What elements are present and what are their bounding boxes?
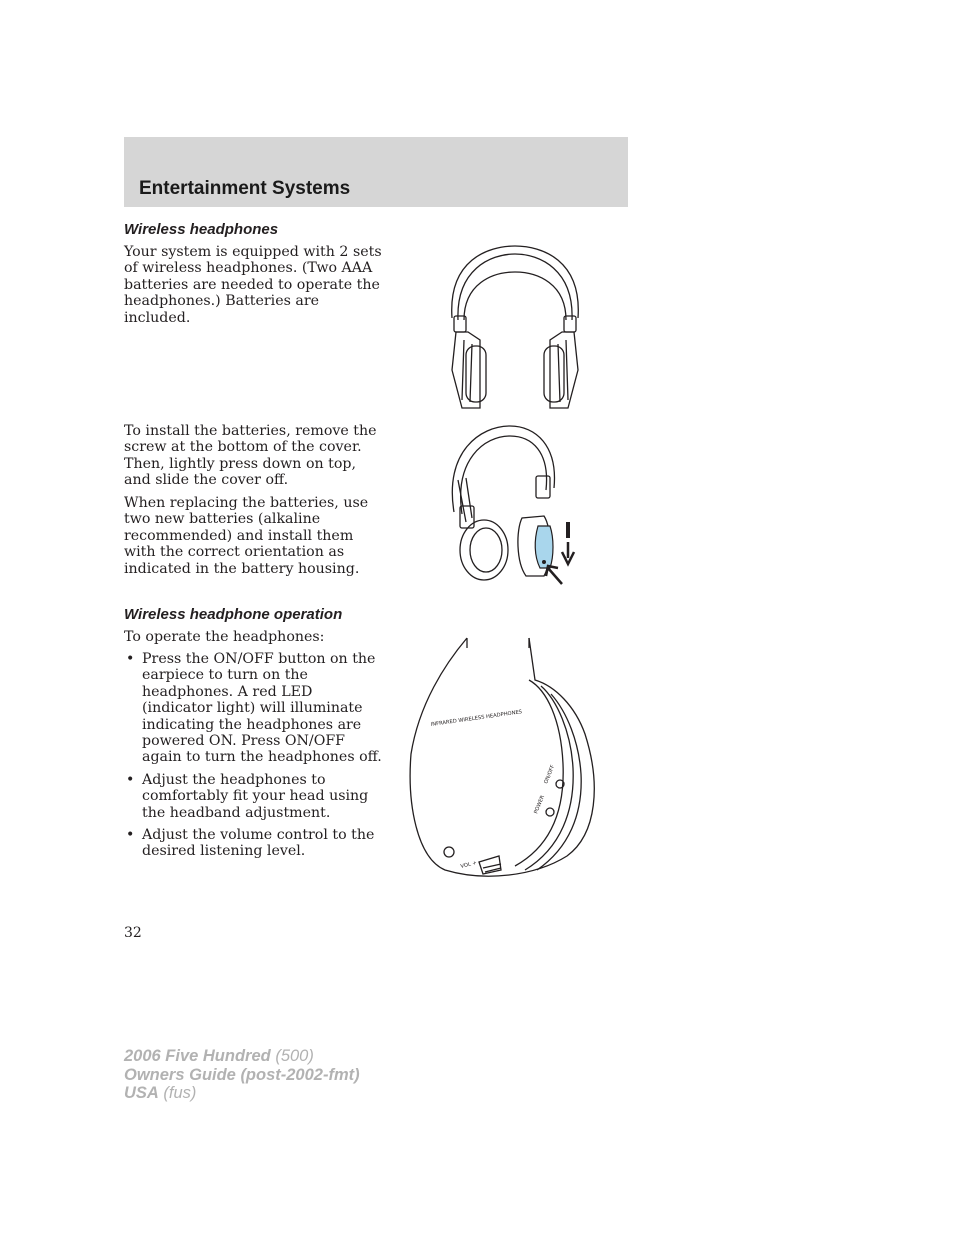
- power-label-text: POWER: [533, 794, 547, 815]
- onoff-label-text: ON/OFF: [543, 764, 557, 785]
- footer-line-model: 2006 Five Hundred (500): [124, 1047, 314, 1065]
- bullet-item-adjust-fit: • Adjust the headphones to comfortably fit your head using the headband adjustment.: [124, 772, 384, 821]
- bullet-item-power: • Press the ON/OFF button on the earpiece to turn on the headphones. A red LED (indicator light) will illuminate indicating the headphones are powered ON. Press ON/OFF again to turn the headphones off.: [124, 651, 384, 766]
- subheading-wireless-headphones: Wireless headphones: [124, 221, 279, 238]
- bullet-item-volume: • Adjust the volume control to the desired listening level.: [124, 827, 384, 860]
- volume-label-text: VOL +: [460, 860, 478, 870]
- footer-line-guide: Owners Guide (post-2002-fmt): [124, 1065, 360, 1084]
- footer-line-region: USA (fus): [124, 1084, 197, 1102]
- page-title: Entertainment Systems: [139, 178, 351, 199]
- section-header-band: [124, 137, 628, 207]
- operation-bullet-list: [124, 651, 384, 866]
- paragraph-install-batteries: To install the batteries, remove the screw at the bottom of the cover. Then, lightly press down on top, and slide the cover off.: [124, 423, 377, 489]
- earpiece-controls-illustration: [405, 634, 600, 882]
- slide-down-arrow-icon: [562, 542, 574, 564]
- paragraph-operate-intro: To operate the headphones:: [124, 629, 325, 645]
- press-down-marker: [566, 522, 570, 538]
- paragraph-replace-batteries: When replacing the batteries, use two new batteries (alkaline recommended) and install them with the correct orientation as indicated in the battery housing.: [124, 495, 369, 577]
- battery-installation-illustration: [440, 422, 580, 590]
- paragraph-headphones-intro: Your system is equipped with 2 sets of wireless headphones. (Two AAA batteries are needed to operate the headphones.) Batteries are included.: [124, 244, 382, 326]
- screw-pointer-arrow-icon: [546, 566, 562, 584]
- document-footer: [124, 1047, 360, 1103]
- indicator-led-icon: [444, 847, 454, 857]
- headphones-front-illustration: [440, 240, 590, 415]
- subheading-headphone-operation: Wireless headphone operation: [124, 606, 343, 623]
- page-number: 32: [124, 925, 142, 941]
- brand-label-text: INFRARED WIRELESS HEADPHONES: [430, 709, 523, 728]
